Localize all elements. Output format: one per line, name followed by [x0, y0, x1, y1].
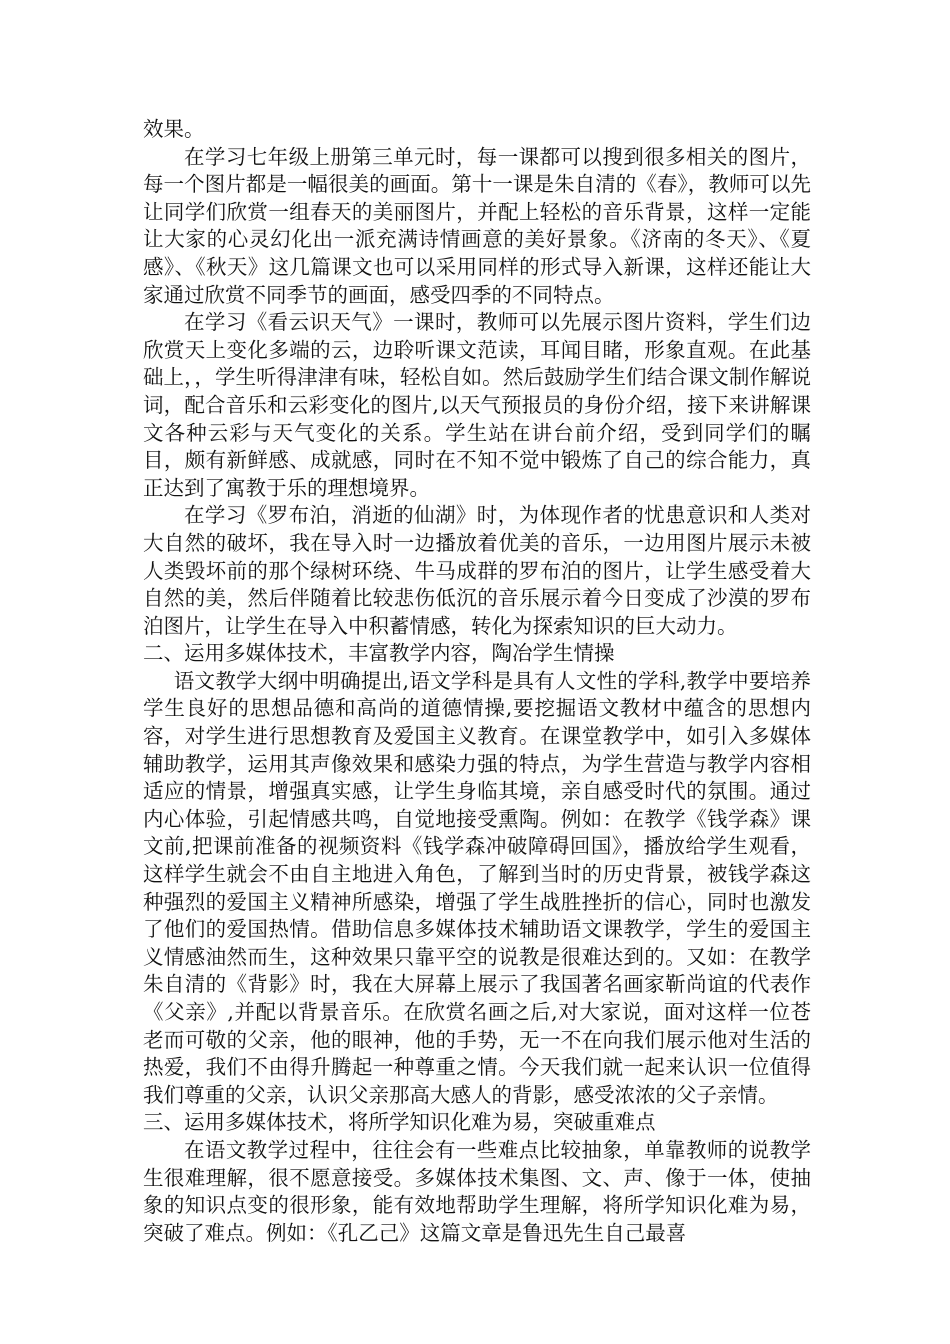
- paragraph-lop-nur: 在学习《罗布泊，消逝的仙湖》时，为体现作者的忧患意识和人类对大自然的破坏，我在导入时一边播放着优美的音乐，一边用图片展示未被人类毁坏前的那个绿树环绕、牛马成群的罗布泊的图片，让学生感受着大自然的美，然后伴随着比较悲伤低沉的音乐展示着今日变成了沙漠的罗布泊图片，让学生在导入中积蓄情感，转化为探索知识的巨大动力。: [143, 503, 811, 638]
- paragraph-spring-unit: 在学习七年级上册第三单元时，每一课都可以搜到很多相关的图片，每一个图片都是一幅很美的画面。第十一课是朱自清的《春》，教师可以先让同学们欣赏一组春天的美丽图片，并配上轻松的音乐背景，这样一定能让大家的心灵幻化出一派充满诗情画意的美好景象。《济南的冬天》、《夏感》、《秋天》这几篇课文也可以采用同样的形式导入新课，这样还能让大家通过欣赏不同季节的画面，感受四季的不同特点。: [143, 144, 811, 307]
- document-body: [143, 116, 811, 1247]
- paragraph-difficult-points: 在语文教学过程中，往往会有一些难点比较抽象，单靠教师的说教学生很难理解，很不愿意接受。多媒体技术集图、文、声、像于一体，使抽象的知识点变的很形象，能有效地帮助学生理解，将所学知识化难为易，突破了难点。例如：《孔乙己》这篇文章是鲁迅先生自己最喜: [143, 1137, 811, 1245]
- section-heading-two: 二、运用多媒体技术，丰富教学内容，陶冶学生情操: [143, 641, 615, 666]
- paragraph-continuation: 效果。: [143, 117, 205, 141]
- paragraph-clouds-weather: 在学习《看云识天气》一课时，教师可以先展示图片资料，学生们边欣赏天上变化多端的云，边聆听课文范读，耳闻目睹，形象直观。在此基础上，，学生听得津津有味，轻松自如。然后鼓励学生们结合课文制作解说词，配合音乐和云彩变化的图片,以天气预报员的身份介绍，接下来讲解课文各种云彩与天气变化的关系。学生站在讲台前介绍，受到同学们的瞩目，颇有新鲜感、成就感，同时在不知不觉中锻炼了自己的综合能力，真正达到了寓教于乐的理想境界。: [143, 310, 811, 500]
- section-heading-three: 三、运用多媒体技术，将所学知识化难为易，突破重难点: [143, 1110, 656, 1135]
- paragraph-patriotism: 语文教学大纲中明确提出,语文学科是具有人文性的学科,教学中要培养学生良好的思想品德和高尚的道德情操,要挖掘语文教材中蕴含的思想内容，对学生进行思想教育及爱国主义教育。在课堂教学中，如引入多媒体辅助教学，运用其声像效果和感染力强的特点，为学生营造与教学内容相适应的情景，增强真实感，让学生身临其境，亲自感受时代的氛围。通过内心体验，引起情感共鸣，自觉地接受熏陶。例如：在教学《钱学森》课文前,把课前准备的视频资料《钱学森冲破障碍回国》，播放给学生观看，这样学生就会不由自主地进入角色，了解到当时的历史背景，被钱学森这种强烈的爱国主义精神所感染，增强了学生战胜挫折的信心，同时也激发了他们的爱国热情。借助信息多媒体技术辅助语文课教学，学生的爱国主义情感油然而生，这种效果只靠平空的说教是很难达到的。又如：在教学朱自清的《背影》时，我在大屏幕上展示了我国著名画家靳尚谊的代表作《父亲》,并配以背景音乐。在欣赏名画之后,对大家说，面对这样一位苍老而可敬的父亲，他的眼神，他的手势，无一不在向我们展示他对生活的热爱，我们不由得升腾起一种尊重之情。今天我们就一起来认识一位值得我们尊重的父亲，认识父亲那高大感人的背影，感受浓浓的父子亲情。: [143, 668, 811, 1107]
